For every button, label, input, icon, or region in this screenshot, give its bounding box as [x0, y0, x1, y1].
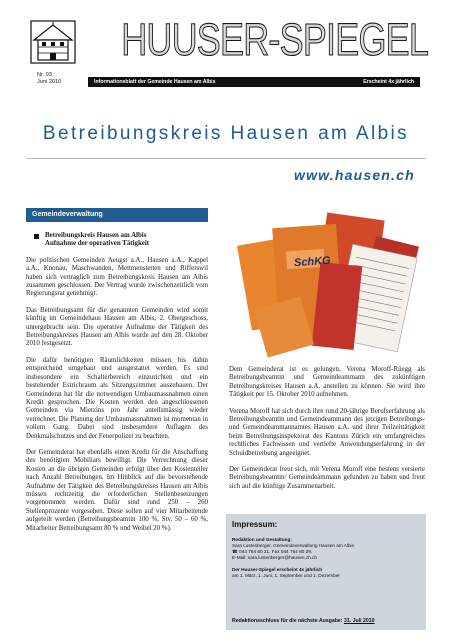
title-divider	[26, 158, 426, 159]
article-paragraph: Dem Gemeinderat ist es gelungen, Verena Moroff-Rüegg als Betreibungsbeamtin und Gemeindeammann des zukünftigen Betreibungskreises Hausen a.A. anstellen zu können. Sie wird ihre Tätigkeit per 15. Oktober 2010 aufnehmen.	[229, 366, 425, 399]
section-header: Gemeindeverwaltung	[26, 208, 208, 222]
deadline-label: Redaktionsschluss für die nächste Ausgabe:	[232, 618, 343, 624]
impressum-schedule: am 1. März, 1. Juni, 1. September und 1. Dezember	[232, 573, 340, 579]
website-link[interactable]: www.hausen.ch	[294, 167, 415, 183]
impressum-title: Impressum:	[232, 520, 278, 529]
impressum-credits-label: Redaktion und Gestaltung:	[232, 537, 292, 542]
article-left-column	[26, 232, 208, 533]
article-right-column	[229, 366, 425, 491]
impressum-credits: Sara Lustenberger, Gemeindeverwaltung Hausen am Albis	[232, 543, 354, 549]
binder-label: SchKG	[293, 254, 332, 270]
page-title: Betreibungskreis Hausen am Albis	[42, 123, 410, 144]
masthead-title: HUUSER-SPIEGEL	[121, 14, 429, 65]
issue-date: Juni 2010	[37, 79, 62, 85]
article-paragraph: Verena Moroff hat sich durch ihre rund 20-jährige Berufserfahrung als Betreibungsbeamtin und Gemeindeammann des jetzigen Betreibungs- und Gemeindeammannamtes Hausen a.A. und ihrer Teilzeittätigkeit beim Betreibungsinspektorat des Kantons Zürich ein umfangreiches rechtliches Fachwissen und vertiefte Anwendungserfahrung in der Schuldbetreibung angeeignet.	[229, 407, 425, 457]
article-paragraph: Die dafür benötigten Räumlichkeiten müssen bis dahin entsprechend umgebaut und ausgestattet werden. Es sind insbesondere ein Schalterbereich einzurichten und ein bestehender Estrichraum als Sitzungszimmer auszubauen. Der Gemeinderat hat für die notwendigen Umbaumassnahmen einen Kredit gesprochen. Die Kosten werden den angeschlossenen Gemeinden via Mietzins pro Jahr anteilsmässig wieder verrechnet. Die Planung der Umbaumassnahmen ist momentan in vollem Gang. Dabei sind insbesondere Auflagen des Denkmalschutzes und der Feuerpolizei zu beachten.	[26, 356, 208, 440]
article-heading	[34, 232, 208, 249]
article-heading-line1: Betreibungskreis Hausen am Albis	[45, 232, 147, 239]
masthead-bar	[88, 77, 420, 87]
article-paragraph: Der Gemeinderat freut sich, mit Verena Moroff eine bestens versierte Betreibungsbeamtin/ Gemeindeammann gefunden zu haben und freut sich auf die künftige Zusammenarbeit.	[229, 466, 425, 490]
impressum-deadline	[232, 618, 375, 625]
article-paragraph: Die politischen Gemeinden Aeugst a.A., Hausen a.A., Kappel a.A., Knonau, Maschwanden, Mettmenstetten und Rifferswil haben sich vertraglich zum Betreibungskreis Hausen am Albis zusammen geschlossen. Der Vertrag wurde zwischenzeitlich vom Regierungsrat genehmigt.	[26, 256, 208, 298]
deadline-date: 31. Juli 2010	[343, 618, 375, 624]
masthead-frequency: Erscheint 4x jährlich	[363, 79, 414, 85]
issue-number: Nr. 93	[37, 72, 52, 78]
impressum-box	[226, 514, 426, 630]
article-paragraph: Das Betreibungsamt für die genannten Gemeinden wird somit künftig im Gemeindehaus Hausen am Albis, 2. Obergeschoss, untergebracht sein. Die operative Aufnahme der Tätigkeit des Betreibungskreises Hausen am Albis wurde auf den 28. Oktober 2010 festgesetzt.	[26, 306, 208, 348]
impressum-schedule-label: Der Huuser-Spiegel erscheint 4x jährlich	[232, 567, 323, 573]
article-heading-line2: Aufnahme der operativen Tätigkeit	[45, 240, 150, 248]
binders-photo	[224, 206, 428, 358]
article-paragraph: Der Gemeinderat hat ebenfalls einen Kredit für die Anschaffung des benötigten Mobiliars bewilligt. Die Verrechnung dieser Kosten an die übrigen Gemeinden erfolgt über den Kostenteiler nach Anzahl Betreibungen. Im Hinblick auf die bevorstehende Aufnahme der Tätigkeit des Betreibungskreises Hausen am Albis müssen rechtzeitig die erforderlichen Stellenbesetzungen vorgenommen werden. Dafür sind rund 250 – 260 Stellenprozente vorgesehen. Diese sollen auf vier Mitarbeitende aufgeteilt werden (Betreibungsbeamtin 100 %, Stv. 50 – 60 %, Mitarbeiter Betreibungsamt 80 % und Weibel 20 %).	[26, 448, 208, 532]
municipality-logo	[30, 20, 76, 64]
impressum-phone: ☎ 044 764 80 21, Fax 044 764 80 29,	[232, 549, 313, 555]
masthead-subtitle: Informationsblatt der Gemeinde Hausen am Albis	[94, 79, 216, 85]
impressum-email[interactable]: E-Mail: sara.lustenberger@hausen.zh.ch	[232, 555, 318, 561]
issue-info	[37, 72, 61, 86]
bullet-square-icon	[34, 234, 39, 239]
